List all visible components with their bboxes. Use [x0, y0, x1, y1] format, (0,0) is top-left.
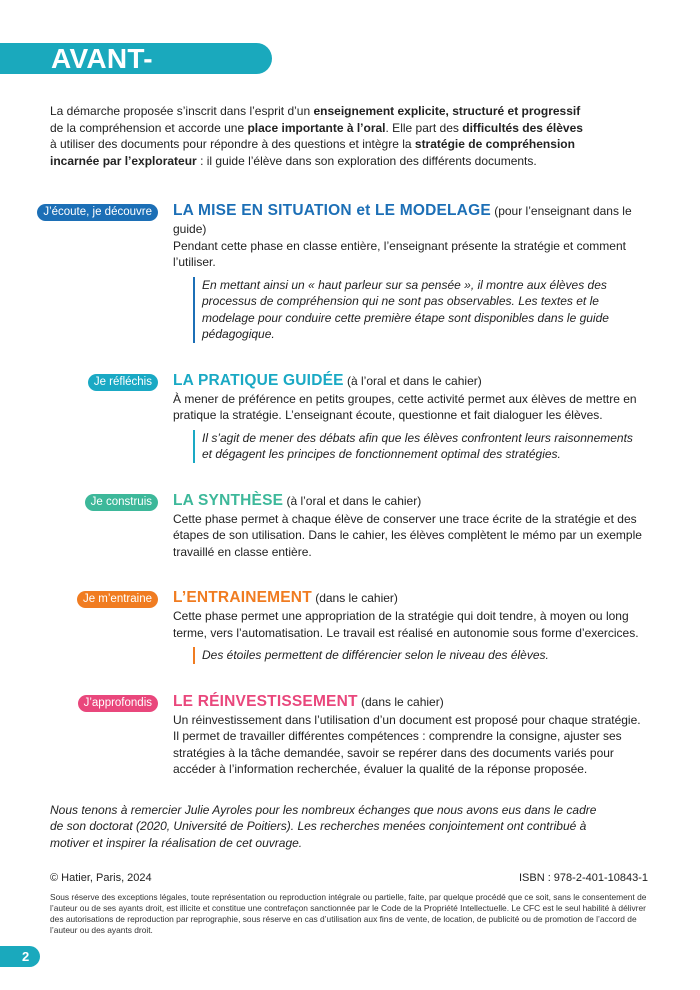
badge-column: [50, 692, 158, 712]
phase-quote: En mettant ainsi un « haut parleur sur sa pensée », il montre aux élèves des processus de compréhension qui ne sont pas observables. Les textes et le modelage pour conduire cette première étape sont disponibles dans le guide pédagogique.: [193, 277, 643, 343]
phase-body: À mener de préférence en petits groupes, cette activité permet aux élèves de mettre en pratique la stratégie. L’enseignant écoute, questionne et fait dialoguer les élèves.: [173, 391, 637, 422]
phase-note: (pour l’enseignant dans le guide): [173, 204, 632, 236]
phase-section: [50, 371, 650, 463]
phase-content: [173, 371, 643, 463]
page-number: 2: [0, 946, 40, 967]
phase-badge: Je réfléchis: [88, 374, 158, 391]
sections: [43, 201, 650, 778]
intro-text: : il guide l’élève dans son exploration des différents documents.: [196, 153, 537, 168]
phase-title: L’ENTRAINEMENT: [173, 589, 312, 606]
phase-section: [43, 201, 650, 343]
phase-content: [173, 692, 643, 778]
intro-emphasis: place importante à l’oral: [247, 120, 386, 135]
legal-notice: Sous réserve des exceptions légales, toute représentation ou reproduction intégrale ou partielle, faite, par quelque procédé que ce soit, sans le consentement de l’auteur ou de ses ayants droit, est illicite et constitue une contrefaçon sanctionnée par le Code de la Propriété Intellectuelle. Le CFC est le seul habilité à délivrer des autorisations de reproduction par reprographie, sous réserve en cas d’utilisation aux fins de vente, de location, de publicité ou de promotion de l’accord de l’auteur ou des ayants droit.: [50, 892, 647, 935]
phase-title: LE RÉINVESTISSEMENT: [173, 692, 358, 710]
intro-text: . Elle part des: [385, 120, 463, 135]
phase-section: [50, 491, 650, 561]
phase-title: LA SYNTHÈSE: [173, 491, 284, 509]
phase-content: [173, 491, 643, 561]
badge-column: [43, 201, 158, 221]
badge-column: [50, 491, 158, 511]
phase-badge: J’approfondis: [78, 695, 158, 712]
phase-quote: Des étoiles permettent de différencier selon le niveau des élèves.: [193, 647, 643, 664]
phase-note: (dans le cahier): [357, 694, 444, 709]
phase-note: (à l’oral et dans le cahier): [283, 493, 422, 508]
badge-column: [50, 371, 158, 391]
phase-badge: Je construis: [85, 494, 158, 511]
intro-text: à utiliser des documents pour répondre à des questions et intègre la: [50, 137, 415, 151]
intro-emphasis: enseignement explicite, structuré et progressif: [313, 104, 581, 118]
phase-body: Cette phase permet à chaque élève de conserver une trace écrite de la stratégie et des étapes de son utilisation. Dans le cahier, les élèves complètent le mémo par un exemple travaillé en classe entière.: [173, 511, 642, 559]
intro-text: de la compréhension et accorde une: [50, 120, 248, 135]
phase-content: [173, 201, 643, 343]
phase-content: [173, 588, 643, 664]
phase-body: Pendant cette phase en classe entière, l’enseignant présente la stratégie et comment l’utiliser.: [173, 238, 626, 269]
phase-title: LA MISE EN SITUATION et LE MODELAGE: [173, 202, 491, 219]
phase-body: Cette phase permet une appropriation de la stratégie qui doit tendre, à moyen ou long terme, vers l’automatisation. Le travail est réalisé en autonomie sous forme d’exercices.: [173, 609, 639, 640]
intro-text: La démarche proposée s’inscrit dans l’esprit d’un: [50, 104, 314, 118]
badge-column: [50, 588, 158, 608]
phase-quote: Il s’agit de mener des débats afin que les élèves confrontent leurs raisonnements et dégagent les principes de fonctionnement optimal des stratégies.: [193, 430, 643, 463]
phase-note: (dans le cahier): [311, 591, 398, 605]
phase-body: Un réinvestissement dans l’utilisation d’un document est proposé pour chaque stratégie. Il permet de travailler différentes compétences : comprendre la consigne, ajuster ses stratégies à la tâche demandée, savoir se repérer dans des documents variés pour accéder à l’information recherchée, évaluer la qualité de la réponse proposée.: [173, 712, 641, 776]
phase-badge: Je m’entraine: [77, 591, 158, 608]
footer-row: [50, 871, 648, 885]
copyright: © Hatier, Paris, 2024: [50, 872, 152, 884]
phase-section: [50, 588, 650, 664]
intro-emphasis: stratégie de compréhension incarnée par l’explorateur: [50, 137, 575, 168]
intro-emphasis: difficultés des élèves: [462, 120, 583, 135]
intro-paragraph: [50, 103, 590, 169]
phase-section: [50, 692, 650, 778]
acknowledgements: Nous tenons à remercier Julie Ayroles pour les nombreux échanges que nous avons eus dans le cadre de son doctorat (2020, Université de Poitiers). Les recherches menées conjointement ont contribué à motiver et inspirer la réalisation de cet ouvrage.: [50, 802, 597, 850]
phase-badge: J’écoute, je découvre: [37, 204, 158, 221]
isbn: ISBN : 978-2-401-10843-1: [518, 872, 648, 884]
page-title: AVANT-PROPOS: [0, 43, 272, 74]
main-content: [43, 103, 650, 936]
phase-note: (à l’oral et dans le cahier): [343, 373, 482, 388]
phase-title: LA PRATIQUE GUIDÉE: [173, 371, 344, 389]
